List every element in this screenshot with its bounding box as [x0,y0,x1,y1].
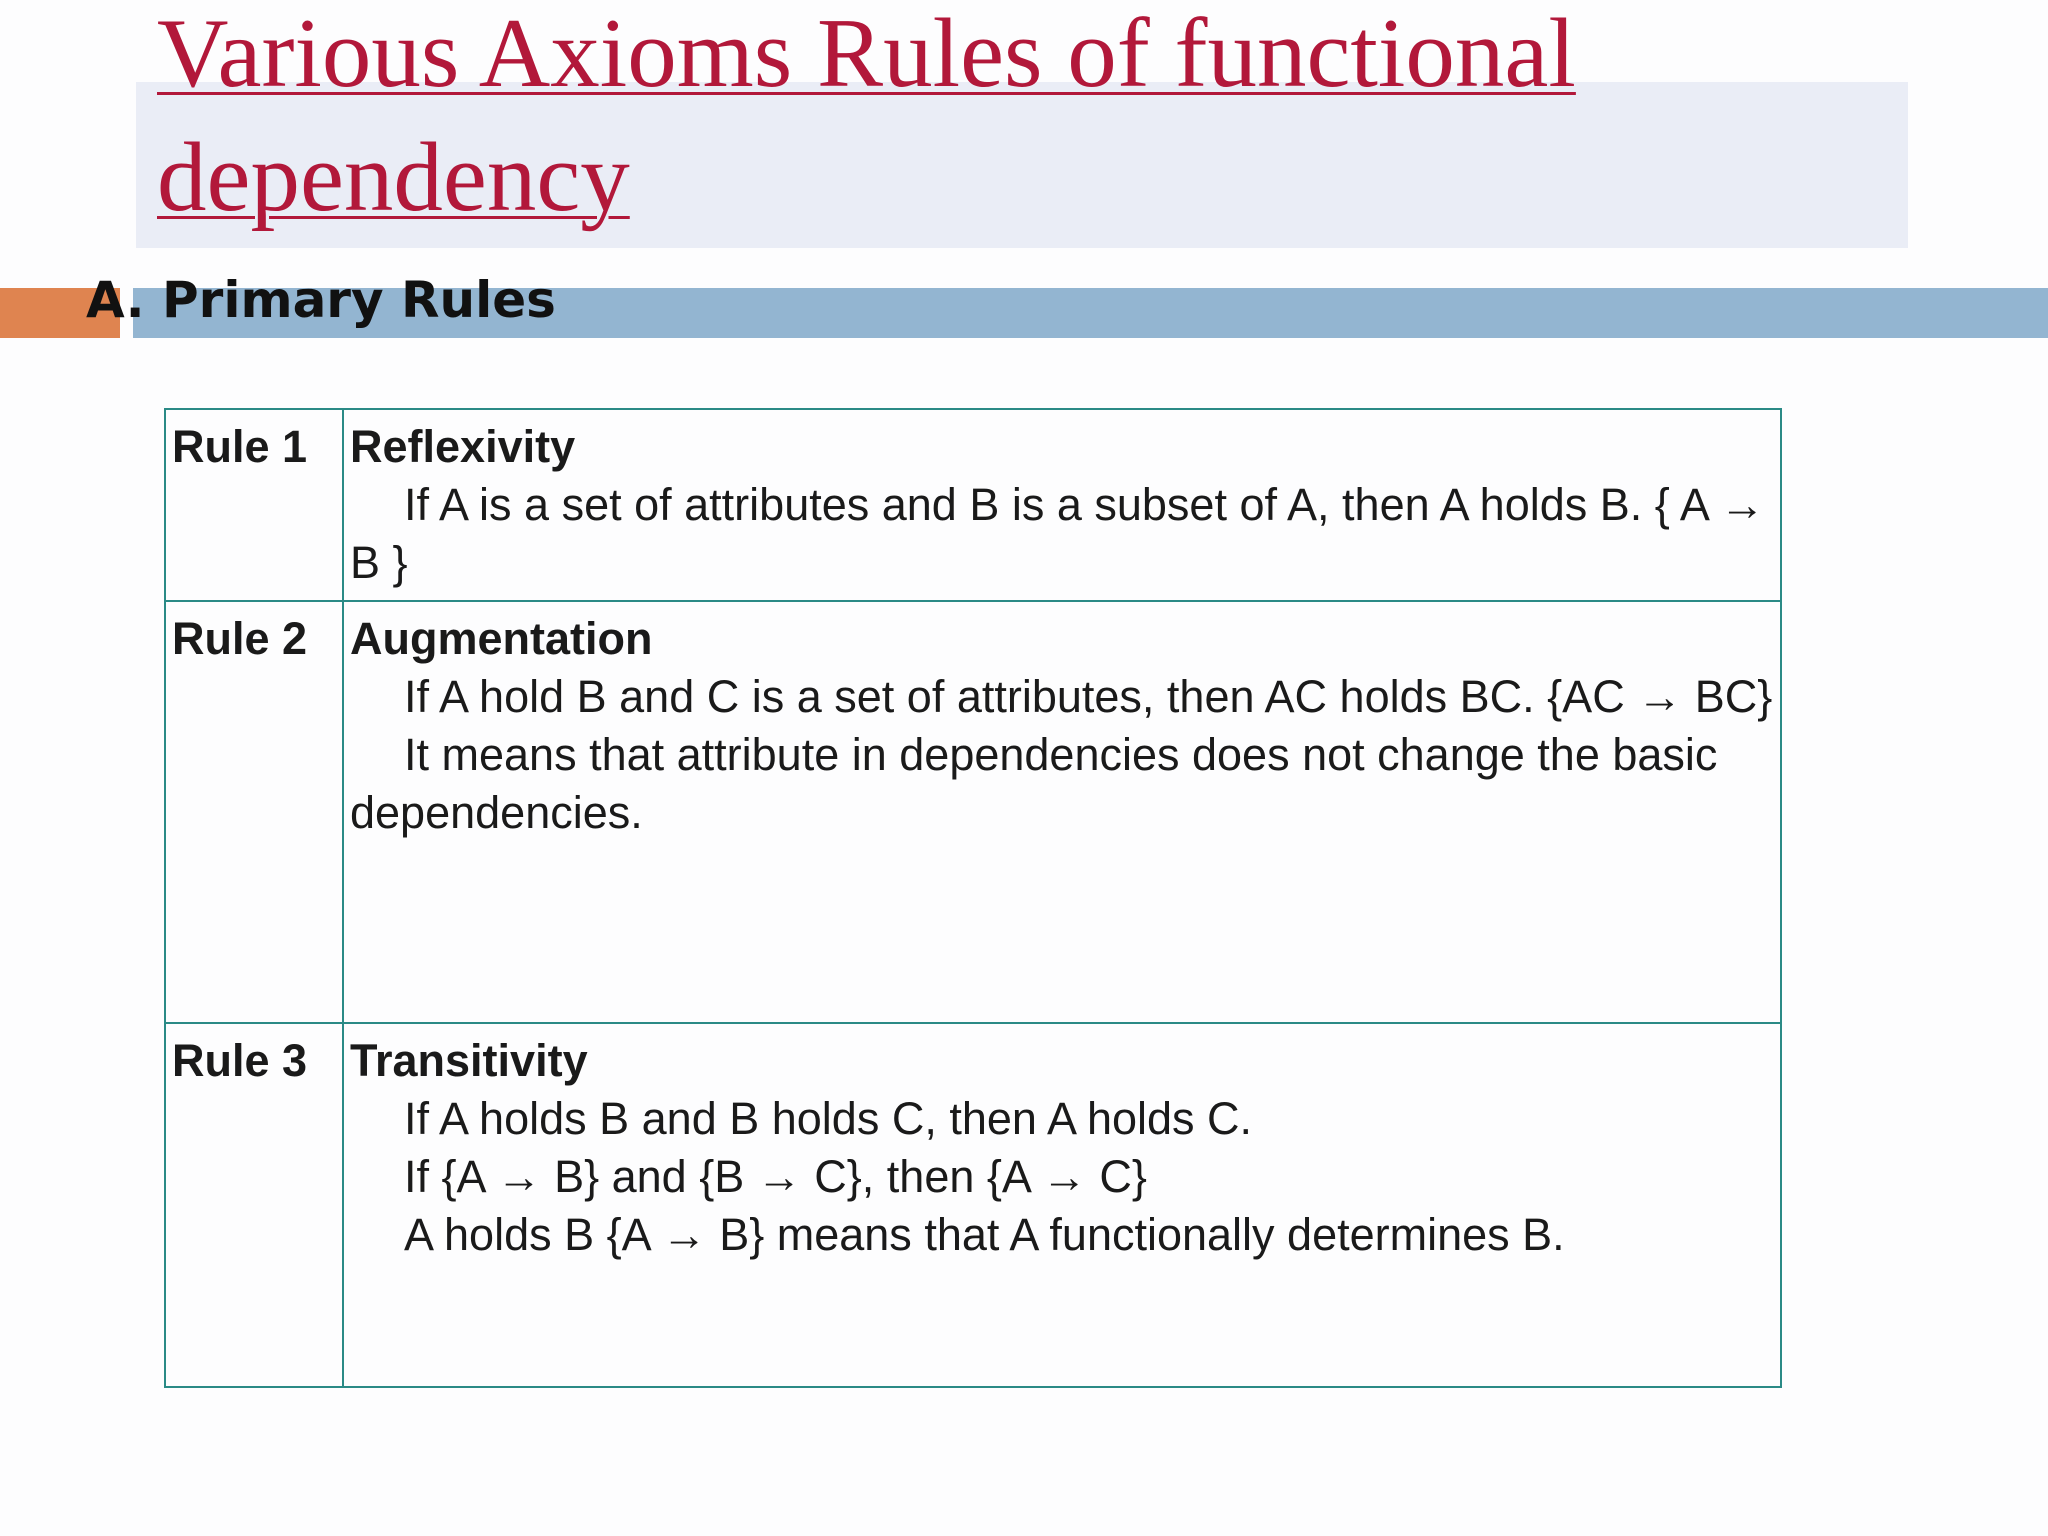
table-row [165,601,1781,1023]
rule-name: Transitivity [350,1035,588,1086]
rule-text-line [350,726,1774,842]
rule-text-line [350,1148,1774,1206]
rule-text: If A hold B and C is a set of attributes, then AC holds BC. {AC → BC} [404,671,1773,722]
rule-description [343,1023,1781,1387]
rule-text: It means that attribute in dependencies does not change the basic dependencies. [350,729,1718,838]
rule-text-line [350,476,1774,592]
rule-text-line [350,1206,1774,1264]
rules-table [164,408,1782,1388]
rule-text-line [350,668,1774,726]
table-row [165,409,1781,601]
rule-name: Augmentation [350,613,653,664]
slide-title: Various Axioms Rules of functional dependency [157,0,1576,232]
rule-text-line [350,1090,1774,1148]
rule-description [343,601,1781,1023]
section-heading: A. Primary Rules [86,271,556,329]
rule-number: Rule 3 [165,1023,343,1387]
rule-text: If A holds B and B holds C, then A holds C. [404,1093,1253,1144]
table-row [165,1023,1781,1387]
rule-number: Rule 1 [165,409,343,601]
rule-number: Rule 2 [165,601,343,1023]
rule-text: If A is a set of attributes and B is a subset of A, then A holds B. { A → B } [350,479,1765,588]
rule-description [343,409,1781,601]
rule-text: A holds B {A → B} means that A functionally determines B. [404,1209,1565,1260]
rule-name: Reflexivity [350,421,576,472]
rule-text: If {A → B} and {B → C}, then {A → C} [404,1151,1147,1202]
